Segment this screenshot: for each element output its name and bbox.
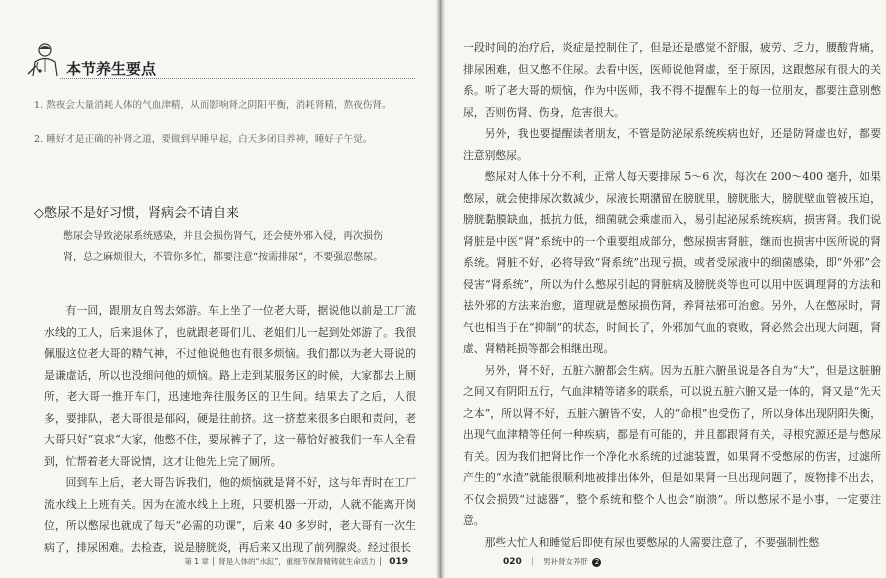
right-footer xyxy=(503,556,601,567)
right-body-text xyxy=(463,37,881,553)
doctor-icon xyxy=(26,42,60,78)
paragraph: 另外，我也要提醒读者朋友，不管是防泌尿系统疾病也好，还是防肾虚也好，都要注意别憋尿。 xyxy=(463,127,881,162)
book-gutter xyxy=(436,0,445,578)
chapter-running-head: 第 1 章 │ 肾是人体的“水缸”，重细节保肾精铸就生命活力 │ xyxy=(184,557,383,566)
paragraph: 一段时间的治疗后，炎症是控制住了，但是还是感觉不舒服，疲劳、乏力，腰酸背痛，排尿困难，但又憋不住尿。去看中医，医师说他肾虚，至于原因，这跟憋尿有很大的关系。听了老大哥的烦恼，作为中医师，我不得不提醒车上的每一位朋友，都要注意别憋尿，否则伤肾、伤身，危害很大。 xyxy=(463,41,881,119)
key-point-2: 2. 睡好才是正确的补肾之道，要做到早睡早起，白天多闭目养神，睡好子午觉。 xyxy=(34,134,373,145)
right-page xyxy=(445,0,886,578)
section-title: 本节养生要点 xyxy=(66,60,157,78)
key-point-1: 1. 熬夜会大量消耗人体的气血津精，从而影响肾之阴阳平衡，消耗肾精，熬夜伤肾。 xyxy=(34,100,392,111)
paragraph: 回到车上后，老大哥告诉我们，他的烦恼就是肾不好，这与年青时在工厂流水线上上班有关。因为在流水线上上班，只要机器一开动，人就不能离开岗位，所以憋尿也就成了每天“必需的功课”，后来 40 多岁时，老大哥有一次生病了，排尿困难。去检查，说是膀胱炎，再后来又出现了前列腺炎。经过很长 xyxy=(44,476,416,554)
page-number: 019 xyxy=(389,557,408,567)
page-number: 020 xyxy=(503,557,522,567)
paragraph: 那些大忙人和睡觉后即使有尿也要憋尿的人需要注意了，不要强制性憋 xyxy=(484,535,820,549)
footer-separator: │ xyxy=(530,557,535,566)
left-body-text xyxy=(44,300,416,558)
paragraph: 憋尿对人体十分不利，正常人每天要排尿 5～6 次，每次在 200～400 毫升，如果憋尿，就会使排尿次数减少，尿液长期潴留在膀胱里，膀胱胀大，膀胱壁血管被压迫，膀胱黏膜缺血，抵抗力低，细菌就会乘虚而入，易引起泌尿系统疾病，损害肾。我们说肾脏是中医“肾”系统中的一个重要组成部分，憋尿损害肾脏，继而也损害中医所说的肾系统。肾脏不好，必将导致“肾系统”出现亏损，或者受尿液中的细菌感染，即“外邪”会侵害“肾系统”，所以为什么憋尿引起的肾脏病及膀胱炎等也可以用中医调理肾的方法和祛外邪的方法来治愈，道理就是憋尿损伤肾，养肾祛邪可治愈。另外，人在憋尿时，肾气也相当于在“抑制”的状态，时间长了，外邪加气血的衰败，肾必然会出现大问题，肾虚、肾精耗损等都会相继出现。 xyxy=(463,170,881,355)
paragraph: 有一回，跟朋友自驾去郊游。车上坐了一位老大哥，据说他以前是工厂流水线的工人，后来退休了，也就跟老哥们儿、老姐们儿一起到处郊游了。我很佩服这位老大哥的精气神，不过他说他也有很多烦恼。我们都以为老大哥说的是谦虚话，所以也没细问他的烦恼。路上走到某服务区的时候，大家都去上厕所，老大哥一推开车门，迅速地奔往服务区的卫生间。结果去了之后，人很多，要排队，老大哥很是郁闷，硬是往前挤。这一挤惹来很多白眼和责问，老大哥只好“哀求”大家，他憋不住，要尿裤子了，这一幕恰好被我们一车人全看到，忙帮着老大哥说情，这才让他先上完了厕所。 xyxy=(44,304,416,468)
sub-heading: ◇憋尿不是好习惯，肾病会不请自来 xyxy=(34,206,239,221)
intro-summary: 憋尿会导致泌尿系统感染，并且会损伤肾气，还会使外邪入侵，再次损伤肾，总之麻烦很大，不管你多忙，都要注意“按需排尿”，不要强忍憋尿。 xyxy=(63,231,384,263)
volume-icon: 2 xyxy=(592,558,601,567)
left-page xyxy=(0,0,436,578)
left-footer xyxy=(184,556,408,567)
paragraph: 另外，肾不好，五脏六腑都会生病。因为五脏六腑虽说是各自为“大”，但是这脏腑之间又有阴阳五行，气血津精等诸多的联系，可以说五脏六腑又是一体的，肾又是“先天之本”，所以肾不好，五脏六腑皆不安，人的“命根”也受伤了，所以身体出现阴阳失衡，出现气血津精等任何一种疾病，都是有可能的，并且都跟肾有关，寻根究源还是与憋尿有关。因为我们把肾比作一个净化水系统的过滤装置，如果肾不受憋尿的伤害，过滤所产生的“水渣”就能很顺利地被排出体外，但是如果肾一旦出现问题了，废物排不出去，不仅会损毁“过滤器”，整个系统和整个人也会“崩溃”。所以憋尿不是小事，一定要注意。 xyxy=(463,363,881,527)
book-title: 男补肾女养肝 xyxy=(543,557,589,566)
title-divider xyxy=(60,78,415,79)
